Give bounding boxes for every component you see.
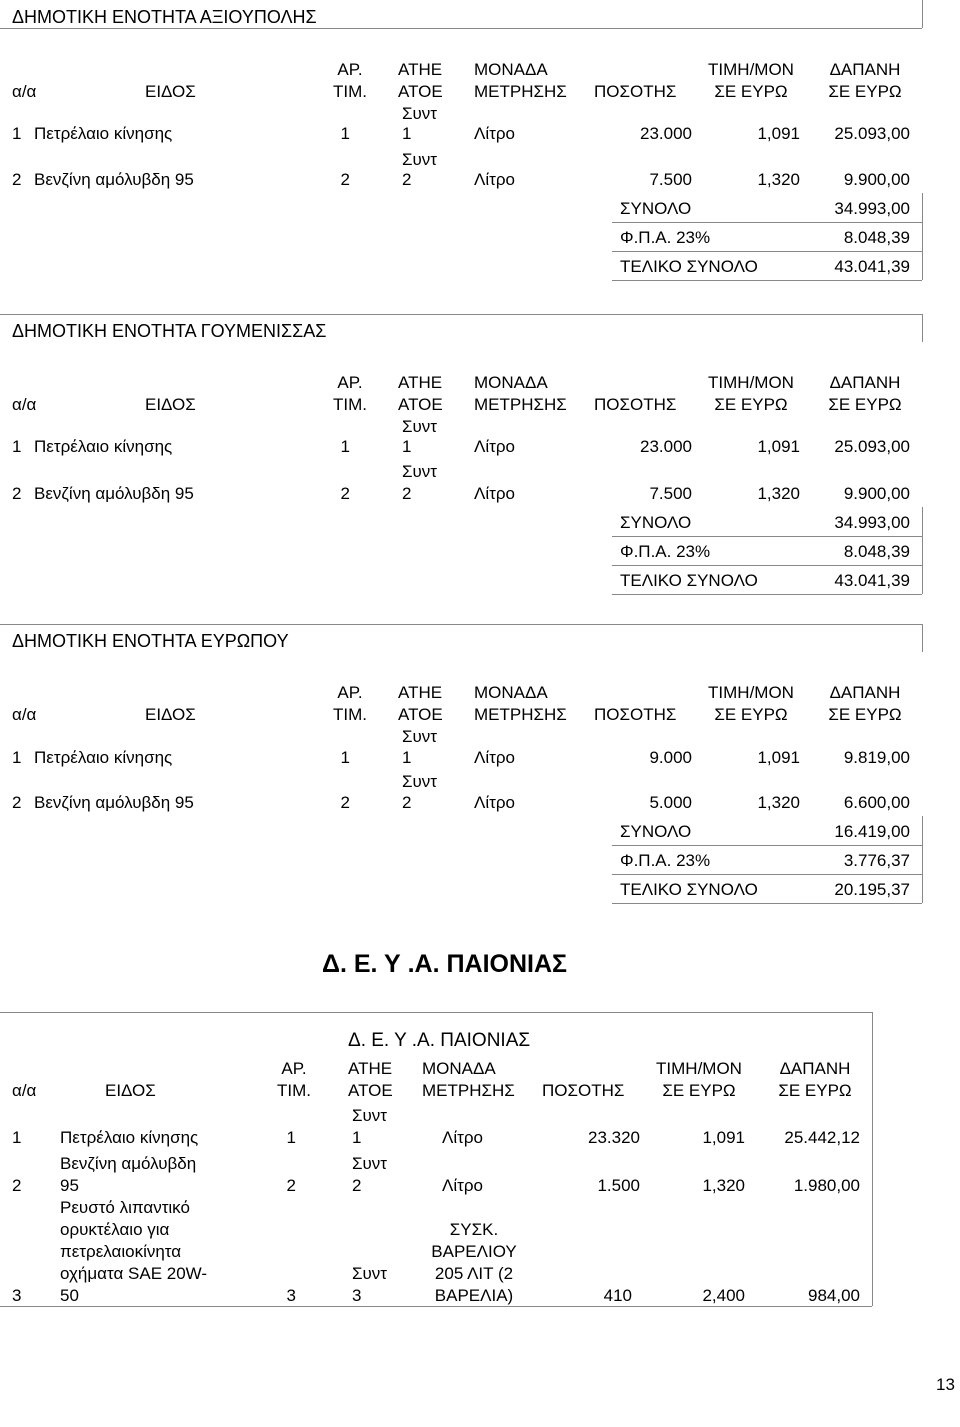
cell-ar: 1 bbox=[340, 124, 350, 143]
header-eidos: ΕΙΔΟΣ bbox=[145, 82, 196, 101]
header-eidos: ΕΙΔΟΣ bbox=[105, 1081, 156, 1100]
header-dapani-1: ΔΑΠΑΝΗ bbox=[829, 683, 901, 702]
cell-synt: Συντ bbox=[402, 727, 438, 746]
cell-price: 1,091 bbox=[702, 1128, 745, 1147]
cell-qty: 7.500 bbox=[649, 484, 692, 503]
cell-synt-no: 1 bbox=[352, 1128, 362, 1147]
divider bbox=[612, 845, 922, 846]
cell-cost: 1.980,00 bbox=[793, 1176, 860, 1195]
cell-ar: 1 bbox=[340, 748, 350, 767]
vat-label: Φ.Π.Α. 23% bbox=[620, 228, 711, 247]
header-athe-1: ΑΤΗΕ bbox=[398, 373, 443, 392]
header-monada-2: ΜΕΤΡΗΣΗΣ bbox=[474, 82, 567, 101]
header-timi-2: ΣΕ ΕΥΡΩ bbox=[714, 395, 788, 414]
cell-unit-line4: ΒΑΡΕΛΙΑ) bbox=[434, 1286, 514, 1305]
cell-eidos-line5: 50 bbox=[60, 1286, 79, 1305]
cell-aa: 2 bbox=[12, 793, 22, 812]
header-ar-tim-2: ΤΙΜ. bbox=[277, 1081, 311, 1100]
cell-synt: Συντ bbox=[352, 1264, 388, 1283]
cell-unit: Λίτρο bbox=[442, 1128, 483, 1147]
cell-ar: 2 bbox=[340, 170, 350, 189]
header-ar-tim-1: ΑΡ. bbox=[337, 60, 363, 79]
header-dapani-2: ΣΕ ΕΥΡΩ bbox=[828, 395, 902, 414]
cell-aa: 1 bbox=[12, 748, 22, 767]
cell-cost: 25.093,00 bbox=[834, 437, 910, 456]
cell-aa: 2 bbox=[12, 170, 22, 189]
cell-unit-line3: 205 ΛΙΤ (2 bbox=[434, 1264, 514, 1283]
divider bbox=[612, 222, 922, 223]
cell-cost: 9.900,00 bbox=[843, 170, 910, 189]
divider bbox=[0, 1012, 872, 1013]
cell-price: 2,400 bbox=[702, 1286, 745, 1305]
cell-synt: Συντ bbox=[402, 104, 438, 123]
cell-eidos-line2: 95 bbox=[60, 1176, 79, 1195]
divider bbox=[612, 536, 922, 537]
cell-ar: 2 bbox=[340, 793, 350, 812]
divider bbox=[922, 816, 923, 903]
section-title: ΔΗΜΟΤΙΚΗ ΕΝΟΤΗΤΑ ΓΟΥΜΕΝΙΣΣΑΣ bbox=[12, 321, 327, 341]
divider bbox=[922, 507, 923, 594]
divider bbox=[922, 624, 923, 652]
cell-eidos: Πετρέλαιο κίνησης bbox=[34, 124, 173, 143]
total-value: 16.419,00 bbox=[834, 822, 910, 841]
divider bbox=[0, 1306, 872, 1307]
cell-synt-no: 2 bbox=[402, 484, 412, 503]
header-athe-1: ΑΤΗΕ bbox=[398, 60, 443, 79]
cell-qty: 7.500 bbox=[649, 170, 692, 189]
divider bbox=[612, 594, 922, 595]
cell-cost: 25.442,12 bbox=[784, 1128, 860, 1147]
deya-table-title: Δ. Ε. Υ .Α. ΠΑΙΟΝΙΑΣ bbox=[348, 1030, 531, 1051]
vat-value: 3.776,37 bbox=[843, 851, 910, 870]
header-posotis: ΠΟΣΟΤΗΣ bbox=[594, 82, 677, 101]
cell-synt: Συντ bbox=[352, 1154, 388, 1173]
cell-synt-no: 3 bbox=[352, 1286, 362, 1305]
cell-eidos: Πετρέλαιο κίνησης bbox=[34, 748, 173, 767]
cell-synt-no: 2 bbox=[402, 793, 412, 812]
header-dapani-1: ΔΑΠΑΝΗ bbox=[829, 60, 901, 79]
header-dapani-2: ΣΕ ΕΥΡΩ bbox=[828, 82, 902, 101]
cell-aa: 1 bbox=[12, 1128, 22, 1147]
cell-qty: 23.000 bbox=[640, 124, 692, 143]
cell-synt-no: 1 bbox=[402, 437, 412, 456]
header-athe-1: ΑΤΗΕ bbox=[398, 683, 443, 702]
cell-eidos: Πετρέλαιο κίνησης bbox=[34, 437, 173, 456]
cell-eidos-line3: πετρελαιοκίνητα bbox=[60, 1242, 182, 1261]
cell-qty: 1.500 bbox=[597, 1176, 640, 1195]
header-ar-tim-1: ΑΡ. bbox=[281, 1059, 307, 1078]
header-timi-2: ΣΕ ΕΥΡΩ bbox=[714, 82, 788, 101]
divider bbox=[0, 624, 922, 625]
header-athe-2: ΑΤΟΕ bbox=[398, 395, 443, 414]
header-dapani-1: ΔΑΠΑΝΗ bbox=[829, 373, 901, 392]
cell-qty: 23.320 bbox=[588, 1128, 640, 1147]
cell-unit: Λίτρο bbox=[474, 793, 515, 812]
cell-cost: 25.093,00 bbox=[834, 124, 910, 143]
divider bbox=[872, 1012, 873, 1306]
final-total-value: 43.041,39 bbox=[834, 571, 910, 590]
total-value: 34.993,00 bbox=[834, 199, 910, 218]
header-ar-tim-2: ΤΙΜ. bbox=[333, 82, 367, 101]
cell-eidos: Βενζίνη αμόλυβδη 95 bbox=[34, 170, 194, 189]
cell-qty: 9.000 bbox=[649, 748, 692, 767]
header-monada-1: ΜΟΝΑΔΑ bbox=[422, 1059, 496, 1078]
divider bbox=[922, 0, 923, 28]
cell-eidos-line4: οχήματα SAE 20W- bbox=[60, 1264, 208, 1283]
cell-price: 1,091 bbox=[757, 437, 800, 456]
cell-qty: 5.000 bbox=[649, 793, 692, 812]
total-value: 34.993,00 bbox=[834, 513, 910, 532]
cell-unit: Λίτρο bbox=[474, 437, 515, 456]
cell-synt-no: 1 bbox=[402, 748, 412, 767]
cell-qty: 23.000 bbox=[640, 437, 692, 456]
cell-synt: Συντ bbox=[352, 1106, 388, 1125]
cell-synt: Συντ bbox=[402, 150, 438, 169]
vat-label: Φ.Π.Α. 23% bbox=[620, 851, 711, 870]
header-athe-2: ΑΤΟΕ bbox=[398, 82, 443, 101]
total-label: ΣΥΝΟΛΟ bbox=[620, 199, 692, 218]
cell-aa: 2 bbox=[12, 484, 22, 503]
header-timi-1: ΤΙΜΗ/ΜΟΝ bbox=[708, 60, 794, 79]
divider bbox=[612, 903, 922, 904]
cell-unit-line2: ΒΑΡΕΛΙΟΥ bbox=[431, 1242, 517, 1261]
divider bbox=[612, 874, 922, 875]
divider bbox=[0, 314, 922, 315]
vat-label: Φ.Π.Α. 23% bbox=[620, 542, 711, 561]
header-eidos: ΕΙΔΟΣ bbox=[145, 705, 196, 724]
header-timi-2: ΣΕ ΕΥΡΩ bbox=[714, 705, 788, 724]
cell-price: 1,320 bbox=[757, 793, 800, 812]
cell-price: 1,091 bbox=[757, 748, 800, 767]
cell-synt: Συντ bbox=[402, 417, 438, 436]
section-title: ΔΗΜΟΤΙΚΗ ΕΝΟΤΗΤΑ ΑΞΙΟΥΠΟΛΗΣ bbox=[12, 7, 317, 27]
header-aa: α/α bbox=[12, 82, 37, 101]
cell-price: 1,320 bbox=[702, 1176, 745, 1195]
cell-synt-no: 1 bbox=[402, 124, 412, 143]
header-timi-1: ΤΙΜΗ/ΜΟΝ bbox=[708, 683, 794, 702]
header-monada-2: ΜΕΤΡΗΣΗΣ bbox=[474, 705, 567, 724]
header-ar-tim-1: ΑΡ. bbox=[337, 683, 363, 702]
divider bbox=[922, 193, 923, 280]
cell-eidos-line1: Βενζίνη αμόλυβδη bbox=[60, 1154, 197, 1173]
header-ar-tim-2: ΤΙΜ. bbox=[333, 395, 367, 414]
final-total-label: ΤΕΛΙΚΟ ΣΥΝΟΛΟ bbox=[620, 571, 758, 590]
divider bbox=[922, 314, 923, 342]
header-monada-1: ΜΟΝΑΔΑ bbox=[474, 373, 548, 392]
cell-synt: Συντ bbox=[402, 462, 438, 481]
cell-cost: 6.600,00 bbox=[843, 793, 910, 812]
divider bbox=[612, 280, 922, 281]
cell-synt: Συντ bbox=[402, 772, 438, 791]
header-ar-tim-1: ΑΡ. bbox=[337, 373, 363, 392]
header-athe-2: ΑΤΟΕ bbox=[348, 1081, 393, 1100]
header-monada-2: ΜΕΤΡΗΣΗΣ bbox=[474, 395, 567, 414]
cell-unit: Λίτρο bbox=[474, 170, 515, 189]
header-monada-1: ΜΟΝΑΔΑ bbox=[474, 683, 548, 702]
cell-ar: 3 bbox=[286, 1286, 296, 1305]
cell-synt-no: 2 bbox=[402, 170, 412, 189]
header-ar-tim-2: ΤΙΜ. bbox=[333, 705, 367, 724]
section-title: ΔΗΜΟΤΙΚΗ ΕΝΟΤΗΤΑ ΕΥΡΩΠΟΥ bbox=[12, 631, 289, 651]
cell-unit: Λίτρο bbox=[474, 124, 515, 143]
header-dapani-1: ΔΑΠΑΝΗ bbox=[779, 1059, 851, 1078]
divider bbox=[0, 28, 922, 29]
header-aa: α/α bbox=[12, 705, 37, 724]
cell-price: 1,320 bbox=[757, 170, 800, 189]
final-total-label: ΤΕΛΙΚΟ ΣΥΝΟΛΟ bbox=[620, 880, 758, 899]
cell-price: 1,320 bbox=[757, 484, 800, 503]
header-posotis: ΠΟΣΟΤΗΣ bbox=[594, 395, 677, 414]
divider bbox=[612, 565, 922, 566]
cell-unit: Λίτρο bbox=[442, 1176, 483, 1195]
cell-price: 1,091 bbox=[757, 124, 800, 143]
cell-eidos-line2: ορυκτέλαιο για bbox=[60, 1220, 170, 1239]
header-aa: α/α bbox=[12, 395, 37, 414]
cell-synt-no: 2 bbox=[352, 1176, 362, 1195]
page-number: 13 bbox=[936, 1375, 955, 1394]
header-athe-1: ΑΤΗΕ bbox=[348, 1059, 393, 1078]
cell-aa: 3 bbox=[12, 1286, 22, 1305]
cell-unit-line1: ΣΥΣΚ. bbox=[449, 1220, 499, 1239]
cell-eidos: Πετρέλαιο κίνησης bbox=[60, 1128, 199, 1147]
cell-qty: 410 bbox=[603, 1286, 632, 1305]
vat-value: 8.048,39 bbox=[843, 228, 910, 247]
header-posotis: ΠΟΣΟΤΗΣ bbox=[594, 705, 677, 724]
final-total-label: ΤΕΛΙΚΟ ΣΥΝΟΛΟ bbox=[620, 257, 758, 276]
cell-ar: 2 bbox=[286, 1176, 296, 1195]
header-monada-2: ΜΕΤΡΗΣΗΣ bbox=[422, 1081, 515, 1100]
cell-eidos-line1: Ρευστό λιπαντικό bbox=[60, 1198, 190, 1217]
cell-eidos: Βενζίνη αμόλυβδη 95 bbox=[34, 793, 194, 812]
cell-ar: 1 bbox=[286, 1128, 296, 1147]
cell-unit: Λίτρο bbox=[474, 748, 515, 767]
header-athe-2: ΑΤΟΕ bbox=[398, 705, 443, 724]
header-timi-2: ΣΕ ΕΥΡΩ bbox=[662, 1081, 736, 1100]
final-total-value: 20.195,37 bbox=[834, 880, 910, 899]
cell-ar: 2 bbox=[340, 484, 350, 503]
cell-cost: 9.819,00 bbox=[843, 748, 910, 767]
cell-eidos: Βενζίνη αμόλυβδη 95 bbox=[34, 484, 194, 503]
header-dapani-2: ΣΕ ΕΥΡΩ bbox=[778, 1081, 852, 1100]
cell-cost: 984,00 bbox=[808, 1286, 860, 1305]
cell-cost: 9.900,00 bbox=[843, 484, 910, 503]
header-aa: α/α bbox=[12, 1081, 37, 1100]
total-label: ΣΥΝΟΛΟ bbox=[620, 822, 692, 841]
header-dapani-2: ΣΕ ΕΥΡΩ bbox=[828, 705, 902, 724]
header-monada-1: ΜΟΝΑΔΑ bbox=[474, 60, 548, 79]
header-eidos: ΕΙΔΟΣ bbox=[145, 395, 196, 414]
cell-aa: 1 bbox=[12, 124, 22, 143]
cell-aa: 1 bbox=[12, 437, 22, 456]
cell-aa: 2 bbox=[12, 1176, 22, 1195]
vat-value: 8.048,39 bbox=[843, 542, 910, 561]
cell-ar: 1 bbox=[340, 437, 350, 456]
total-label: ΣΥΝΟΛΟ bbox=[620, 513, 692, 532]
deya-title: Δ. Ε. Υ .Α. ΠΑΙΟΝΙΑΣ bbox=[322, 950, 568, 978]
cell-unit: Λίτρο bbox=[474, 484, 515, 503]
header-timi-1: ΤΙΜΗ/ΜΟΝ bbox=[708, 373, 794, 392]
header-posotis: ΠΟΣΟΤΗΣ bbox=[542, 1081, 625, 1100]
header-timi-1: ΤΙΜΗ/ΜΟΝ bbox=[656, 1059, 742, 1078]
divider bbox=[612, 251, 922, 252]
final-total-value: 43.041,39 bbox=[834, 257, 910, 276]
